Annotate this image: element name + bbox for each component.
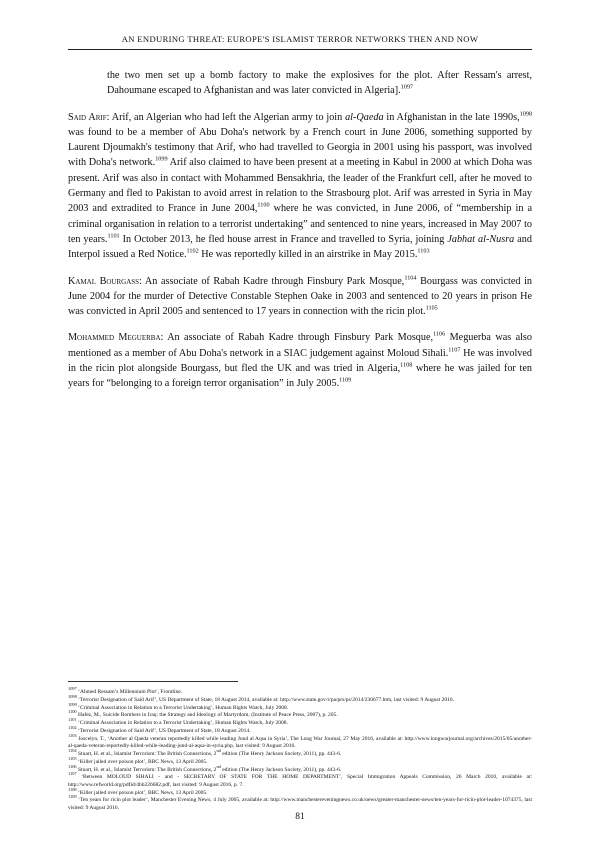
footnote-separator — [68, 681, 238, 682]
footnote-1108: $^{1108}$ ‘Killer jailed over poison plot’, BBC News, 13 April 2005. — [68, 786, 208, 796]
footnote-1097: $^{1097}$ ‘Ahmed Ressam’s Millennium Plot’, Frontline. — [68, 686, 183, 695]
para-said-arif: Said Arif: Arif, an Algerian who had left the Algerian army to join al-Qaeda in Afghanistan in the late 1990s,$^{1098}$ was found to be a member of Abu Doha's network by a French court in June 2006, something supported by Laurent Djoumakh's testimony that Arif, who had travelled to Georgia in 2001 using his passport, was involved with Doha's network.$^{1099}$ Arif also claimed to have been present at a meeting in Kabul in 2000 at which Doha was present. Arif was also in contact with Mohammed Bensakhria, the leader of the Frankfurt cell, after he moved to Germany and fled to Pakistan to avoid arrest in relation to the Strasbourg plot. Arif was arrested in Syria in May 2003 and extradited to France in June 2004,$^{1100}$ where he was convicted, in June 2006, of “membership in a criminal organisation in relation to a terrorist undertaking” and sentenced to nine years, increased in May 2007 to ten years.$^{1101}$ In October 2013, he fled house arrest in France and travelled to Syria, joining Jabhat al-Nusra and Interpol issued a Red Notice.$^{1102}$ He was reportedly killed in an airstrike in May 2015.$^{1103}$ — [68, 110, 533, 261]
footnote-1105: $^{1105}$ ‘Killer jailed over poison plot’, BBC News, 13 April 2005. — [68, 755, 208, 765]
body-text — [68, 68, 532, 392]
footnote-1101: $^{1101}$ ‘Criminal Association in Relation to a Terrorist Undertaking’, Human Rights Watch, July 2008. — [68, 717, 288, 727]
footnote-1100: $^{1100}$ Hafez, M., Suicide Bombers in Iraq: the Strategy and Ideology of Martyrdom, (Institute of Peace Press, 2007), p. 205. — [68, 709, 338, 719]
footnote-1107: $^{1107}$ ‘Between MOLOUD SIHALI - and - SECRETARY OF STATE FOR THE HOME DEPARTMENT’, Special Immigration Appeals Commission, 26 March 2010, available at: http://www.refworld.org/pdfid/4bb226682.pdf, last visited: 9 August 2016, p. 7. — [68, 771, 532, 788]
footnotes-section — [68, 686, 532, 813]
footnote-1104: $^{1104}$ Stuart, H. et al., Islamist Terrorism: The British Connections, 2nd edition (The Henry Jackson Society, 2011), pp. 443-6. — [68, 748, 342, 757]
para-ressam: the two men set up a bomb factory to make the explosives for the plot. After Ressam's arrest, Dahoumane escaped to Afghanistan and was later convicted in Algeria].$^{1097}$ — [107, 70, 532, 97]
para-kamal-bourgass: Kamal Bourgass: An associate of Rabah Kadre through Finsbury Park Mosque,$^{1104}$ Bourgass was convicted in June 2004 for the murder of Detective Constable Stephen Oake in 2003 and sentenced to 20 years in prison He was convicted in April 2005 and sentenced to 17 years in connection with the ricin plot.$^{1105}$ — [68, 274, 532, 318]
footnote-1099: $^{1099}$ ‘Criminal Association in Relation to a Terrorist Undertaking’, Human Rights Watch, July 2008. — [68, 701, 289, 711]
para-mohammed-meguerba: Mohammed Meguerba: An associate of Rabah Kadre through Finsbury Park Mosque,$^{1106}$ Meguerba was also mentioned as a member of Abu Doha's network in a SIAC judgement against Moloud Sihali.$^{1107}$ He was involved in the ricin plot alongside Bourgass, but fled the UK and was tried in Algeria,$^{1108}$ where he was jailed for ten years for “belonging to a foreign terror organisation” in July 2005.$^{1109}$ — [68, 331, 532, 390]
footnote-1106: $^{1106}$ Stuart, H. et al., Islamist Terrorism: The British Connections, 2nd edition (The Henry Jackson Society, 2011), pp. 443-6. — [68, 763, 342, 773]
page-content — [68, 34, 532, 403]
running-head: AN ENDURING THREAT: EUROPE'S ISLAMIST TERROR NETWORKS THEN AND NOW — [68, 34, 532, 50]
footnote-1098: $^{1098}$ ‘Terrorist Designation of Said Arif’, US Department of State, 18 August 2014, available at: http://www.state.gov/r/pa/prs/ps/2014/230677.htm, last visited: 9 August 2016. — [68, 693, 454, 703]
footnote-1102: $^{1102}$ ‘Terrorist Designation of Said Arif’, US Department of State, 18 August 2014. — [68, 725, 251, 734]
page-number: 81 — [295, 812, 305, 822]
footnote-1103: $^{1103}$ Joscelyn, T., ‘Another al Qaeda veteran reportedly killed while leading Jund al Aqsa in Syria’, The Long War Journal, 27 May 2016, available at: http://www.longwarjournal.org/archives/2015/05/another-al-qaeda-veteran-reportedly-killed-while-leading-jund-al-aqsa-in-syria.php, last visited: 9 August 2016. — [68, 732, 532, 750]
footnote-1109: $^{1109}$ ‘Ten years for ricin plot leader’, Manchester Evening News, 4 July 2005, available at: http://www.manchestereveningnews.co.uk/news/greater-manchester-news/ten-years-for-ricin-plot-leader-1074375, last visited: 9 August 2016. — [68, 794, 532, 811]
